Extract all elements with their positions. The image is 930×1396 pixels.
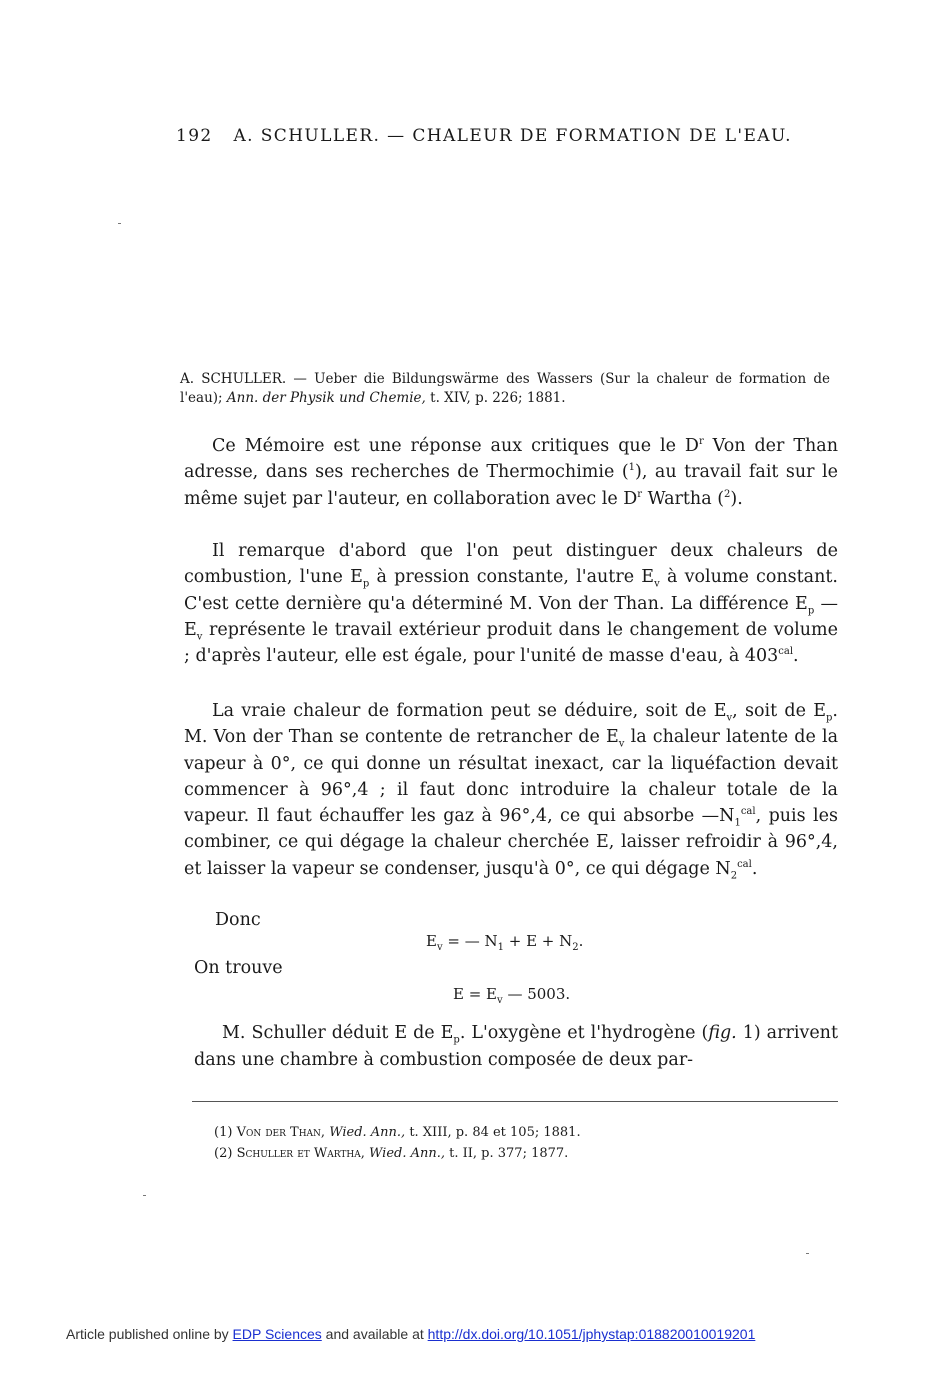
p3-text: . — [751, 858, 758, 879]
p3-text: La vraie chaleur de formation peut se déduire, soit de E — [212, 701, 727, 721]
formula-text: E = E — [453, 985, 498, 1003]
p3-sub: v — [726, 712, 733, 724]
footnotes — [214, 1122, 581, 1164]
p2-text: . — [793, 646, 799, 667]
formula-2 — [453, 985, 571, 1006]
doi-link[interactable]: http://dx.doi.org/10.1051/jphystap:018820010019201 — [427, 1326, 756, 1342]
scan-speck — [143, 1195, 146, 1196]
on-trouve-label: On trouve — [194, 958, 283, 978]
p2-sub: p — [362, 578, 370, 590]
formula-sub: 2 — [572, 942, 579, 953]
publisher-footer — [66, 1326, 755, 1342]
p2-sub: v — [654, 578, 660, 590]
p1-text: ), au travail fait sur le même sujet par l'auteur, en collaboration avec le D — [184, 462, 838, 509]
footnote-journal: Wied. Ann., — [369, 1146, 445, 1161]
page-number: 192 — [176, 126, 213, 146]
p3-sup: cal — [740, 806, 756, 818]
p4-text: . L'oxygène et l'hydrogène ( — [459, 1023, 709, 1043]
footnote-ref-1[interactable]: 1 — [628, 462, 636, 474]
footnote-1 — [214, 1122, 581, 1143]
citation-journal: Ann. der Physik und Chemie, — [226, 390, 426, 406]
footnote-divider — [192, 1101, 838, 1102]
p4-text: 1) arrivent dans une chambre à combustion composée de deux par- — [194, 1023, 838, 1070]
p3-sub: v — [618, 738, 625, 750]
formula-text: = — N — [442, 932, 498, 950]
footnote-authors: Von der Than, — [236, 1125, 326, 1140]
formula-1 — [426, 932, 584, 953]
formula-text: — 5003. — [502, 985, 571, 1003]
footnote-2 — [214, 1143, 581, 1164]
paragraph-1 — [184, 433, 838, 512]
scan-speck — [118, 223, 121, 224]
formula-text: E — [426, 932, 437, 950]
formula-sub: v — [436, 942, 443, 953]
p3-text: , puis les combiner, ce qui dégage la chaleur cherchée E, laisser refroidir à 96°,4, et laisser la vapeur se condenser, jusqu'à 0°, ce qui dégage N — [184, 806, 838, 879]
footnote-journal: Wied. Ann., — [329, 1125, 406, 1140]
citation — [180, 370, 830, 408]
footnote-authors: Schuller et Wartha, — [236, 1146, 365, 1161]
p3-sub: p — [826, 712, 833, 724]
footer-prefix: Article published online by — [66, 1326, 229, 1342]
formula-sub: v — [497, 995, 503, 1006]
p1-sup: r — [637, 488, 643, 500]
p1-text: Ce Mémoire est une réponse aux critiques que le D — [212, 436, 699, 456]
p2-sup: cal — [778, 646, 794, 658]
formula-sub: 1 — [497, 942, 504, 953]
p4-sub: p — [453, 1034, 460, 1046]
p1-text: Von der Than adresse, dans ses recherches de Thermochimie ( — [184, 436, 838, 483]
citation-lead: A. SCHULLER. — Ueber die Bildungswärme des Wassers (Sur la chaleur de formation de l'eau); — [180, 371, 830, 406]
p2-sub: p — [807, 605, 815, 617]
formula-text: + E + N — [503, 932, 573, 950]
p2-text: à pression constante, l'autre E — [369, 567, 655, 588]
footnote-ref: t. II, p. 377; 1877. — [449, 1146, 569, 1161]
running-title: A. SCHULLER. — CHALEUR DE FORMATION DE L'EAU. — [233, 126, 792, 146]
footer-middle: and available at — [325, 1326, 424, 1342]
footnote-marker: (1) — [214, 1125, 233, 1140]
p2-sub: v — [196, 631, 203, 643]
p2-text: Il remarque d'abord que l'on peut distinguer deux chaleurs de combustion, l'une E — [184, 541, 838, 588]
footnote-marker: (2) — [214, 1146, 233, 1161]
running-header — [176, 126, 792, 146]
scan-speck — [806, 1253, 809, 1254]
p3-sup: cal — [737, 858, 752, 870]
paragraph-2 — [184, 538, 838, 669]
p2-text: — E — [184, 593, 838, 640]
p3-text: . M. Von der Than se contente de retrancher de E — [184, 701, 838, 748]
publisher-link[interactable]: EDP Sciences — [232, 1326, 322, 1342]
p3-text: la chaleur latente de la vapeur à 0°, ce qui donne un résultat inexact, car la liquéfaction devait commencer à 96°,4 ; il faut donc introduire la chaleur totale de la vapeur. Il faut échauffer les gaz à 96°,4, ce qui absorbe —N — [184, 727, 838, 827]
p1-text: Wartha ( — [642, 488, 725, 509]
paragraph-4 — [194, 1020, 838, 1074]
p4-text: M. Schuller déduit E de E — [222, 1023, 454, 1043]
p2-text: représente le travail extérieur produit dans le changement de volume ; d'après l'auteur, elle est égale, pour l'unité de masse d'eau, à 403 — [184, 619, 838, 667]
citation-ref: t. XIV, p. 226; 1881. — [430, 390, 566, 406]
footnote-ref: t. XIII, p. 84 et 105; 1881. — [409, 1125, 581, 1140]
donc-label: Donc — [215, 910, 261, 930]
p2-text: à volume constant. C'est cette dernière qu'a déterminé M. Von der Than. La différence E — [184, 567, 838, 614]
figure-ref[interactable]: fig. — [708, 1023, 737, 1043]
footnote-ref-2[interactable]: 2 — [724, 488, 731, 500]
p1-text: ). — [730, 488, 743, 509]
p1-sup: r — [698, 436, 704, 448]
p3-text: , soit de E — [732, 701, 827, 721]
p3-sub: 1 — [734, 817, 741, 829]
paragraph-3 — [184, 698, 838, 882]
p3-sub: 2 — [730, 870, 738, 882]
formula-text: . — [578, 932, 584, 950]
